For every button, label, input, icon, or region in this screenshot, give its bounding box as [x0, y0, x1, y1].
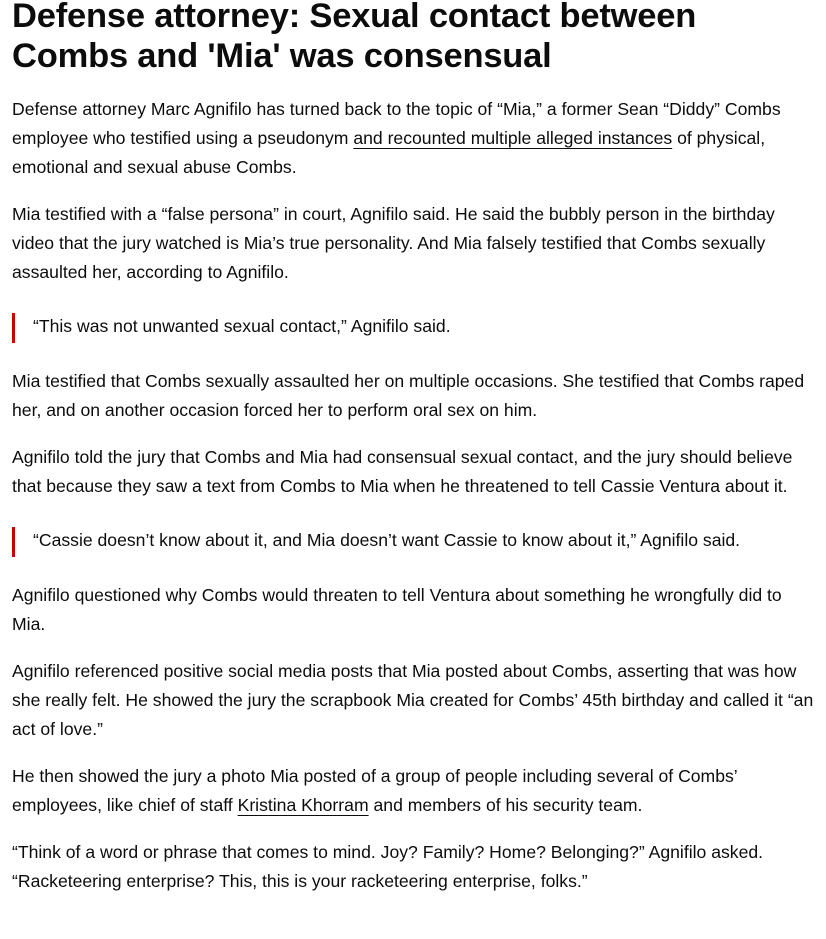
paragraph-1-text-start: Defense attorney Marc Agnifilo has turned back to the topic of “Mia,” a former Sean “Diddy” Combs employee who testified using a pseudonym — [12, 99, 781, 148]
quote-bar-decoration — [12, 313, 15, 343]
paragraph-1-text-end: of physical, emotional and sexual abuse Combs. — [12, 128, 766, 177]
paragraph-4: Agnifilo told the jury that Combs and Mia had consensual sexual contact, and the jury should believe that because they saw a text from Combs to Mia when he threatened to tell Cassie Ventura about it. — [12, 447, 793, 496]
paragraph-2: Mia testified with a “false persona” in court, Agnifilo said. He said the bubbly person in the birthday video that the jury watched is Mia’s true personality. And Mia falsely testified that Combs sexually assaulted her, according to Agnifilo. — [12, 204, 775, 282]
kristina-khorram-link[interactable]: Kristina Khorram — [237, 795, 369, 815]
pull-quote-2 — [12, 526, 814, 555]
paragraph-7-text-start: He then showed the jury a photo Mia posted of a group of people including several of Combs’ employees, like chief of staff — [12, 766, 738, 815]
pull-quote-1-text: “This was not unwanted sexual contact,” Agnifilo said. — [33, 316, 451, 336]
pull-quote-1 — [12, 312, 814, 341]
pull-quote-2-text: “Cassie doesn’t know about it, and Mia doesn’t want Cassie to know about it,” Agnifilo said. — [33, 530, 741, 550]
alleged-instances-link[interactable]: and recounted multiple alleged instances — [353, 128, 673, 148]
paragraph-6: Agnifilo referenced positive social media posts that Mia posted about Combs, asserting that was how she really felt. He showed the jury the scrapbook Mia created for Combs’ 45th birthday and called it “an act of love.” — [12, 661, 814, 739]
paragraph-8: “Think of a word or phrase that comes to mind. Joy? Family? Home? Belonging?” Agnifilo asked. “Racketeering enterprise? This, this is your racketeering enterprise, folks.” — [12, 842, 764, 891]
paragraph-3: Mia testified that Combs sexually assaulted her on multiple occasions. She testified that Combs raped her, and on another occasion forced her to perform oral sex on him. — [12, 371, 805, 420]
paragraph-5: Agnifilo questioned why Combs would threaten to tell Ventura about something he wrongfully did to Mia. — [12, 585, 782, 634]
quote-bar-decoration — [12, 527, 15, 557]
paragraph-7-text-end: and members of his security team. — [368, 795, 643, 815]
paragraph-1 — [12, 95, 814, 182]
headline: Defense attorney: Sexual contact between Combs and 'Mia' was consensual — [12, 0, 697, 75]
paragraph-7 — [12, 762, 814, 820]
